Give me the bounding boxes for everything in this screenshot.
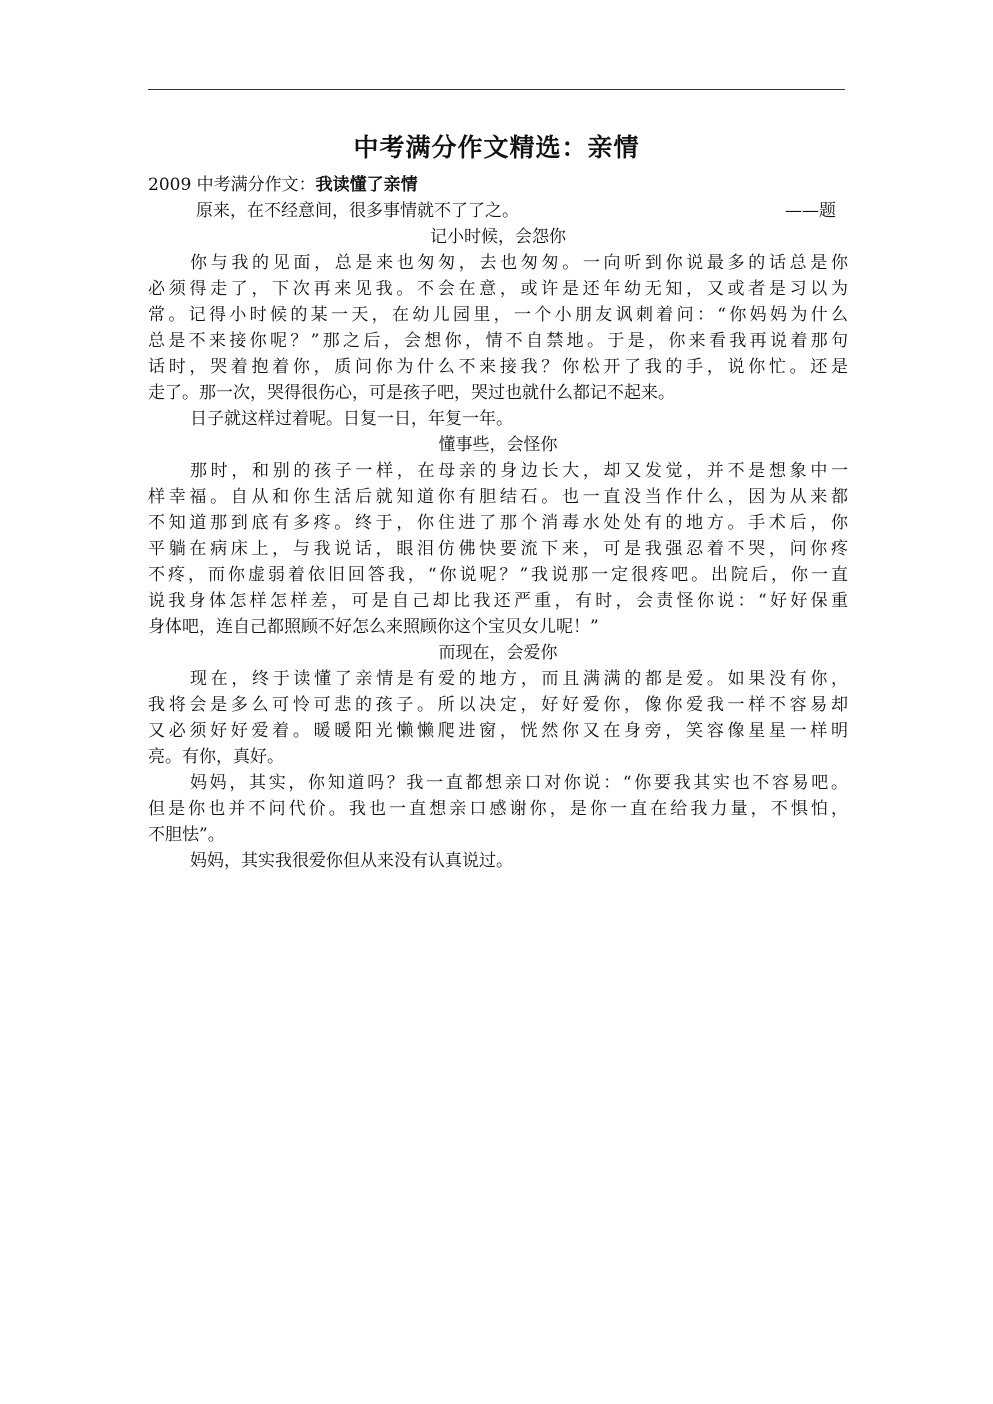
paragraph-line: 总是不来接你呢？”那之后，会想你，情不自禁地。于是，你来看我再说着那句 xyxy=(148,331,848,351)
section-heading-1: 记小时候，会怨你 xyxy=(430,227,566,247)
paragraph-line: 妈妈，其实，你知道吗？我一直都想亲口对你说：“你要我其实也不容易吧。 xyxy=(190,773,848,793)
paragraph-line: 常。记得小时候的某一天，在幼儿园里，一个小朋友讽刺着问：“你妈妈为什么 xyxy=(148,305,848,325)
paragraph-line: 说我身体怎样怎样差，可是自己却比我还严重，有时，会责怪你说：“好好保重 xyxy=(148,591,848,611)
paragraph-line: 不疼，而你虚弱着依旧回答我，“你说呢？”我说那一定很疼吧。出院后，你一直 xyxy=(148,565,848,585)
paragraph-4 xyxy=(148,666,848,770)
section-heading-3: 而现在，会爱你 xyxy=(438,643,558,663)
paragraph-line: 话时，哭着抱着你，质问你为什么不来接我？你松开了我的手，说你忙。还是 xyxy=(148,357,848,377)
page-title: 中考满分作文精选：亲情 xyxy=(353,133,640,162)
subtitle-prefix: 2009 中考满分作文： xyxy=(148,175,316,195)
paragraph-line: 我将会是多么可怜可悲的孩子。所以决定，好好爱你，像你爱我一样不容易却 xyxy=(148,695,848,715)
paragraph-6: 妈妈，其实我很爱你但从来没有认真说过。 xyxy=(190,851,513,871)
paragraph-5 xyxy=(148,770,848,848)
paragraph-line: 走了。那一次，哭得很伤心，可是孩子吧，哭过也就什么都记不起来。 xyxy=(148,383,675,403)
header-rule xyxy=(148,89,845,90)
paragraph-line: 但是你也并不问代价。我也一直想亲口感谢你，是你一直在给我力量，不惧怕， xyxy=(148,799,848,819)
essay-subtitle xyxy=(148,172,848,198)
paragraph-2: 日子就这样过着呢。日复一日，年复一年。 xyxy=(190,409,513,429)
paragraph-line: 样幸福。自从和你生活后就知道你有胆结石。也一直没当作什么，因为从来都 xyxy=(148,487,848,507)
section-heading-2: 懂事些，会怪你 xyxy=(438,435,558,455)
paragraph-line: 不知道那到底有多疼。终于，你住进了那个消毒水处处有的地方。手术后，你 xyxy=(148,513,848,533)
paragraph-1 xyxy=(148,250,848,406)
paragraph-line: 又必须好好爱着。暖暖阳光懒懒爬进窗，恍然你又在身旁，笑容像星星一样明 xyxy=(148,721,848,741)
paragraph-line: 身体吧，连自己都照顾不好怎么来照顾你这个宝贝女儿呢！” xyxy=(148,617,599,637)
motto-line xyxy=(148,198,848,224)
paragraph-line: 亮。有你，真好。 xyxy=(148,747,284,767)
paragraph-line: 那时，和别的孩子一样，在母亲的身边长大，却又发觉，并不是想象中一 xyxy=(190,461,848,481)
essay-name: 我读懂了亲情 xyxy=(315,175,418,195)
motto-text: 原来，在不经意间，很多事情就不了了之。 xyxy=(196,201,519,221)
paragraph-line: 不胆怯”。 xyxy=(148,825,225,845)
paragraph-line: 现在，终于读懂了亲情是有爱的地方，而且满满的都是爱。如果没有你， xyxy=(190,669,848,689)
paragraph-3 xyxy=(148,458,848,640)
motto-signature: ——题 xyxy=(785,201,836,221)
paragraph-line: 你与我的见面，总是来也匆匆，去也匆匆。一向听到你说最多的话总是你 xyxy=(190,253,848,273)
paragraph-line: 平躺在病床上，与我说话，眼泪仿佛快要流下来，可是我强忍着不哭，问你疼 xyxy=(148,539,848,559)
paragraph-line: 必须得走了，下次再来见我。不会在意，或许是还年幼无知，又或者是习以为 xyxy=(148,279,848,299)
article-body xyxy=(148,172,848,874)
